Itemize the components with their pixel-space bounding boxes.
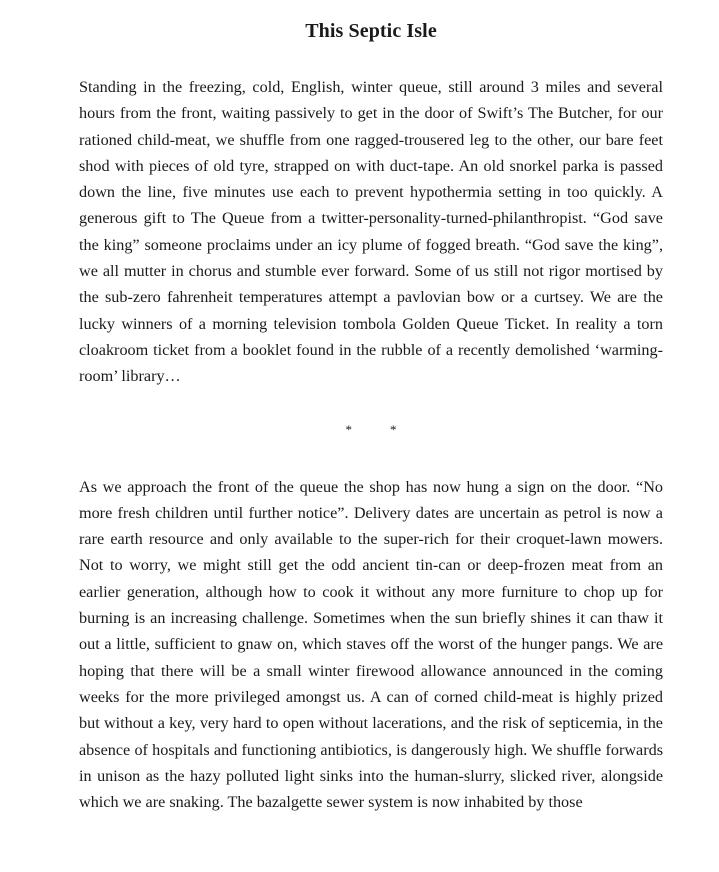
separator-asterisk-left: * <box>345 421 352 437</box>
paragraph-1: Standing in the freezing, cold, English, winter queue, still around 3 miles and several hours from the front, waiting passively to get in the door of Swift’s The Butcher, for our rationed child-meat, we shuffle from one ragged-trousered leg to the other, our bare feet shod with pieces of old tyre, strapped on with duct-tape. An old snorkel parka is passed down the line, five minutes use each to prevent hypothermia setting in too quickly. A generous gift to The Queue from a twitter-personality-turned-philanthropist. “God save the king” someone proclaims under an icy plume of fogged breath. “God save the king”, we all mutter in chorus and stumble ever forward. Some of us still not rigor mortised by the sub-zero fahrenheit temperatures attempt a pavlovian bow or a curtsey. We are the lucky winners of a morning television tombola Golden Queue Ticket. In reality a torn cloakroom ticket from a booklet found in the rubble of a recently demolished ‘warming-room’ library… <box>79 78 663 386</box>
paragraph-2: As we approach the front of the queue the shop has now hung a sign on the door. “No more fresh children until further notice”. Delivery dates are uncertain as petrol is now a rare earth resource and only available to the super-rich for their croquet-lawn mowers. Not to worry, we might still get the odd ancient tin-can or deep-frozen meat from an earlier generation, although how to cook it without any more furniture to chop up for burning is an increasing challenge. Sometimes when the sun briefly shines it can thaw it out a little, sufficient to gnaw on, which staves off the worst of the hunger pangs. We are hoping that there will be a small winter firewood allowance announced in the coming weeks for the more privileged amongst us. A can of corned child-meat is highly prized but without a key, very hard to open without lacerations, and the risk of septicemia, in the absence of hospitals and functioning antibiotics, is dangerously high. We shuffle forwards in unison as the hazy polluted light sinks into the human-slurry, slicked river, alongside which we are snaking. The bazalgette sewer system is now inhabited by those <box>79 477 663 812</box>
document-title: This Septic Isle <box>305 20 437 42</box>
separator-asterisk-right: * <box>390 421 397 437</box>
document-page <box>79 0 663 815</box>
section-separator <box>79 420 663 440</box>
